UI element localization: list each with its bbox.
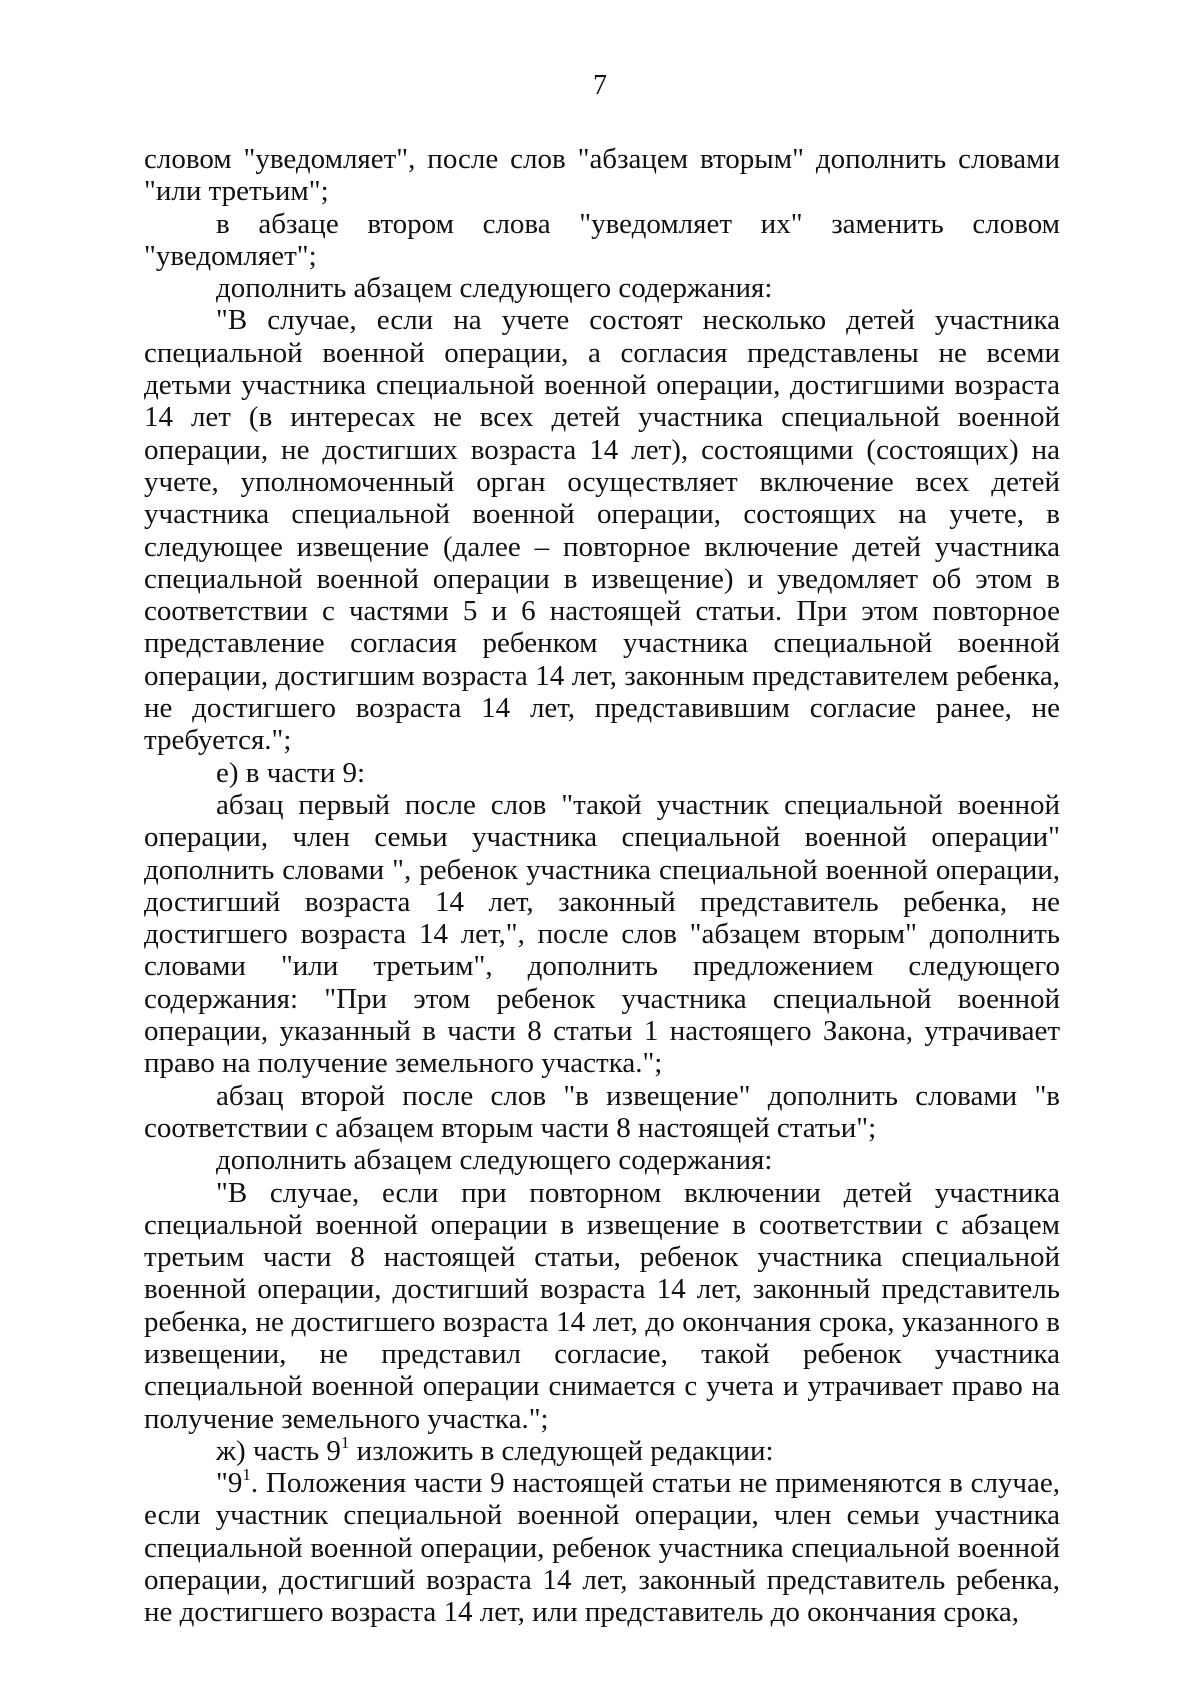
item-zh-prefix: ж) часть 9: [216, 1434, 341, 1467]
new-part-prefix: "9: [216, 1467, 243, 1500]
paragraph-item-e: е) в части 9:: [216, 756, 366, 789]
item-zh-suffix: изложить в следующей редакции:: [349, 1434, 774, 1467]
paragraph-quoted-case-2: "В случае, если при повторном включении детей участника специальной военной операции в извещение в соответствии с абзацем третьим части 8 настоящей статьи, ребенок участника специальной военной операции, достигший возраста 14 лет, законный представитель ребенка, не достигшего возраста 14 лет, до окончания срока, указанного в извещении, не представил согласие, такой ребенок участника специальной военной операции снимается с учета и утрачивает право на получение земельного участка.";: [144, 1176, 1060, 1435]
item-zh-superscript: 1: [340, 1432, 350, 1452]
new-part-superscript: 1: [242, 1465, 251, 1485]
paragraph-item-zh: [144, 1432, 1060, 1467]
paragraph-second-clause: абзац второй после слов "в извещение" дополнить словами "в соответствии с абзацем вторым части 8 настоящей статьи";: [144, 1079, 1060, 1144]
paragraph-amendment-second: в абзаце втором слова "уведомляет их" заменить словом "уведомляет";: [144, 207, 1060, 272]
page-number: 7: [593, 70, 607, 101]
paragraph-new-part: [144, 1467, 1060, 1628]
document-body: [144, 143, 1060, 1629]
paragraph-first-clause: абзац первый после слов "такой участник специальной военной операции, член семьи участника специальной военной операции" дополнить словами ", ребенок участника специальной военной операции, достигший возраста 14 лет, законный представитель ребенка, не достигшего возраста 14 лет,", после слов "абзацем вторым" дополнить словами "или третьим", дополнить предложением следующего содержания: "При этом ребенок участника специальной военной операции, указанный в части 8 статьи 1 настоящего Закона, утрачивает право на получение земельного участка.";: [144, 788, 1060, 1080]
paragraph-continuation: словом "уведомляет", после слов "абзацем вторым" дополнить словами "или третьим";: [144, 143, 1060, 208]
paragraph-add-intro: дополнить абзацем следующего содержания:: [216, 272, 773, 305]
paragraph-quoted-case: "В случае, если на учете состоят несколько детей участника специальной военной операции, а согласия представлены не всеми детьми участника специальной военной операции, достигшими возраста 14 лет (в интересах не всех детей участника специальной военной операции, не достигших возраста 14 лет), состоящими (состоящих) на учете, уполномоченный орган осуществляет включение всех детей участника специальной военной операции, состоящих на учете, в следующее извещение (далее – повторное включение детей участника специальной военной операции в извещение) и уведомляет об этом в соответствии с частями 5 и 6 настоящей статьи. При этом повторное представление согласия ребенком участника специальной военной операции, достигшим возраста 14 лет, законным представителем ребенка, не достигшего возраста 14 лет, представившим согласие ранее, не требуется.";: [144, 304, 1060, 757]
paragraph-add-intro-2: дополнить абзацем следующего содержания:: [216, 1144, 773, 1177]
new-part-text: . Положения части 9 настоящей статьи не применяются в случае, если участник специальной военной операции, член семьи участника специальной военной операции, ребенок участника специальной военной операции, достигший возраста 14 лет, законный представитель ребенка, не достигшего возраста 14 лет, или представитель до окончания срока,: [144, 1467, 1060, 1629]
